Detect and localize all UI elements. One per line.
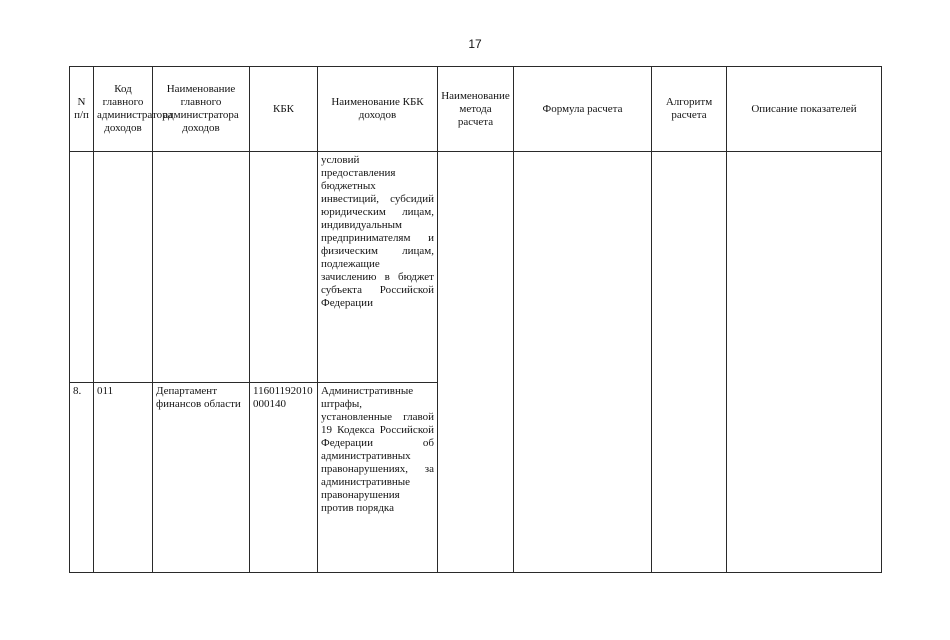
header-description: Описание показателей bbox=[727, 67, 882, 152]
cell-method bbox=[438, 152, 514, 383]
cell-admin-code bbox=[94, 152, 153, 383]
cell-kbk: 11601192010000140 bbox=[250, 383, 318, 573]
cell-description bbox=[727, 152, 882, 383]
cell-admin-name: Департамент финансов области bbox=[153, 383, 250, 573]
cell-admin-name bbox=[153, 152, 250, 383]
table-row bbox=[70, 383, 882, 573]
header-algorithm: Алгоритм расчета bbox=[652, 67, 727, 152]
cell-kbk-name: Административные штрафы, установленные главой 19 Кодекса Российской Федерации об административных правонарушениях, за административные правонарушения против порядка bbox=[318, 383, 438, 573]
header-formula: Формула расчета bbox=[514, 67, 652, 152]
cell-num: 8. bbox=[70, 383, 94, 573]
cell-method bbox=[438, 383, 514, 573]
table-row bbox=[70, 152, 882, 383]
cell-algorithm bbox=[652, 152, 727, 383]
cell-admin-code: 011 bbox=[94, 383, 153, 573]
revenue-methodology-table bbox=[69, 66, 882, 573]
cell-num bbox=[70, 152, 94, 383]
header-admin-name: Наименование главного администратора доходов bbox=[153, 67, 250, 152]
cell-description bbox=[727, 383, 882, 573]
header-admin-code: Код главного администратора доходов bbox=[94, 67, 153, 152]
header-kbk-name: Наименование КБК доходов bbox=[318, 67, 438, 152]
header-num: N п/п bbox=[70, 67, 94, 152]
page-number: 17 bbox=[468, 37, 482, 51]
cell-kbk-name: условий предоставления бюджетных инвестиций, субсидий юридическим лицам, индивидуальным предпринимателям и физическим лицам, подлежащие зачислению в бюджет субъекта Российской Федерации bbox=[318, 152, 438, 383]
header-kbk: КБК bbox=[250, 67, 318, 152]
table-header-row bbox=[70, 67, 882, 152]
cell-formula bbox=[514, 152, 652, 383]
cell-algorithm bbox=[652, 383, 727, 573]
cell-kbk bbox=[250, 152, 318, 383]
cell-formula bbox=[514, 383, 652, 573]
header-method: Наименование метода расчета bbox=[438, 67, 514, 152]
